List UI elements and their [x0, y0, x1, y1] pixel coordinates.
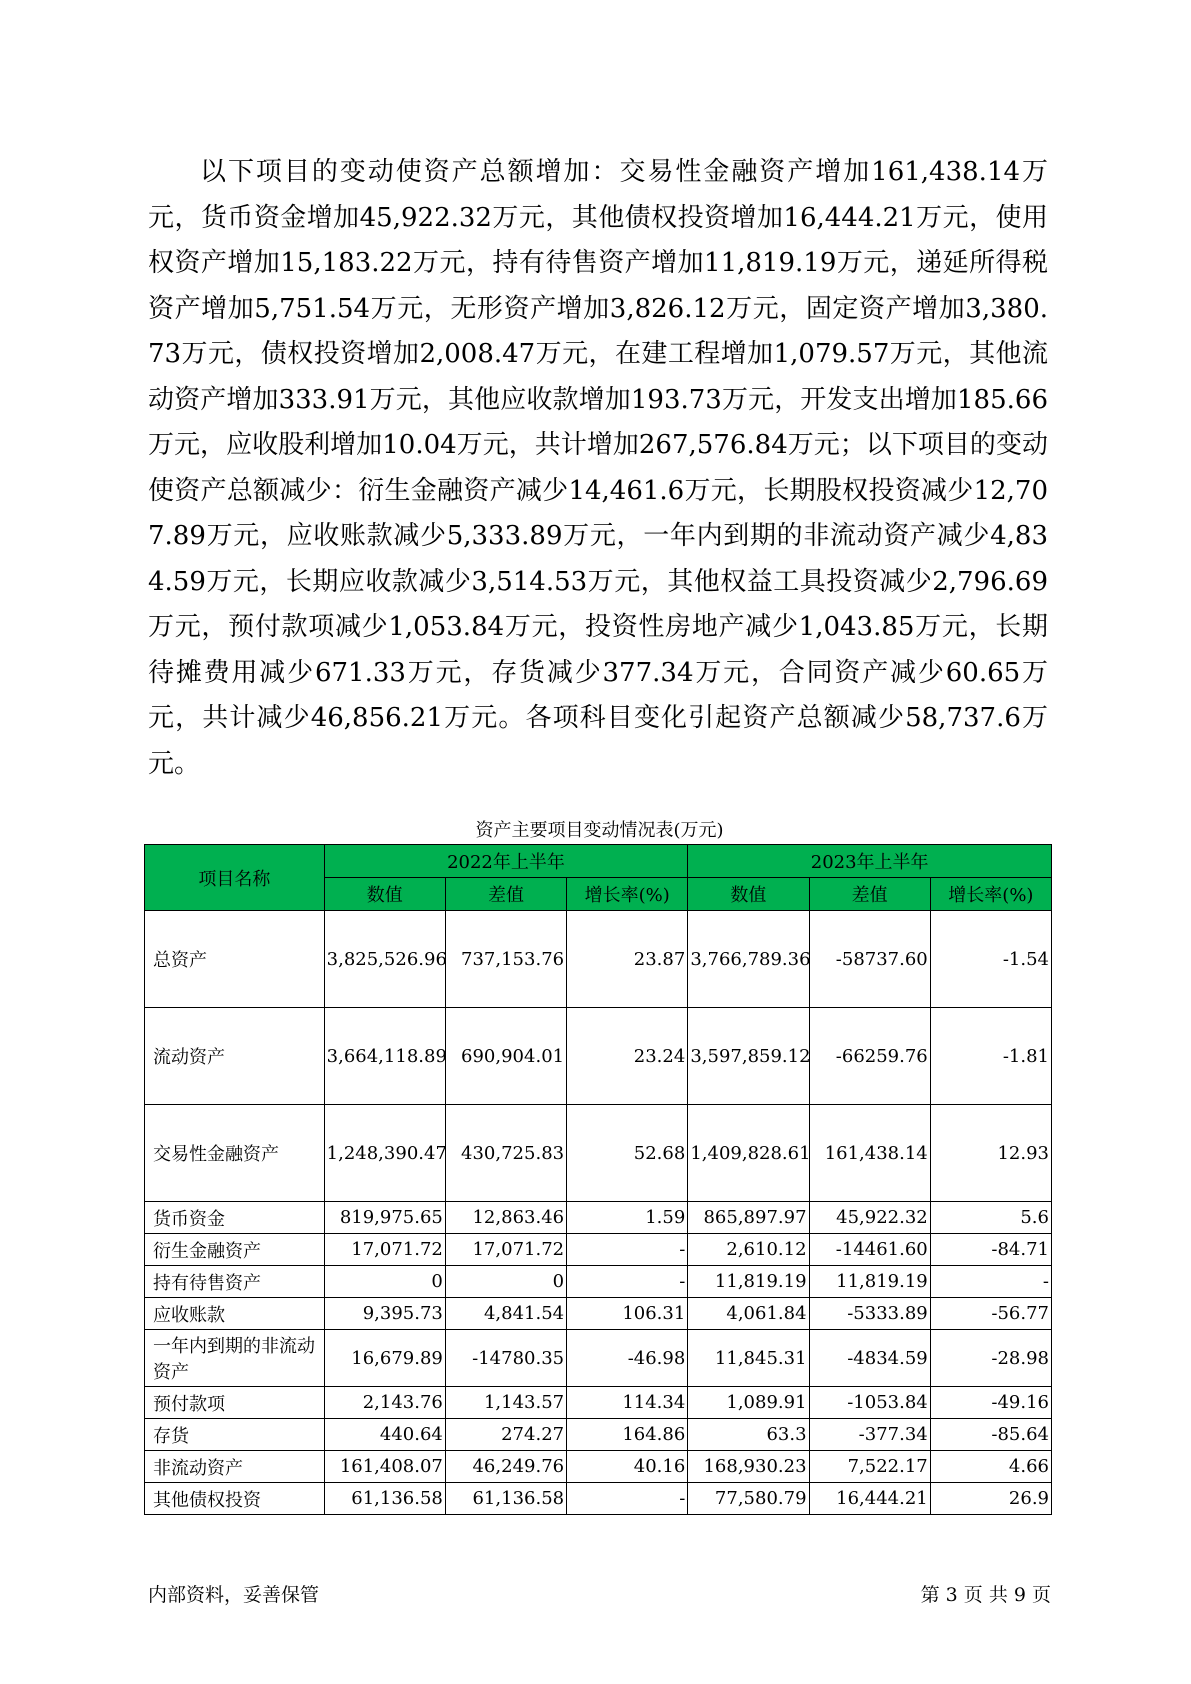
- value-2023: 1,089.91: [688, 1387, 809, 1419]
- value-2023: 3,597,859.12: [688, 1008, 809, 1105]
- growth-2022: -: [567, 1483, 688, 1515]
- value-2022: 440.64: [324, 1419, 445, 1451]
- value-2023: 1,409,828.61: [688, 1105, 809, 1202]
- row-item-name: 非流动资产: [145, 1451, 325, 1483]
- table-row: [145, 1298, 1052, 1330]
- diff-2022: 61,136.58: [445, 1483, 566, 1515]
- value-2022: 3,664,118.89: [324, 1008, 445, 1105]
- diff-2023: 11,819.19: [809, 1266, 930, 1298]
- diff-2023: 161,438.14: [809, 1105, 930, 1202]
- value-2022: 819,975.65: [324, 1202, 445, 1234]
- diff-2023: -5333.89: [809, 1298, 930, 1330]
- value-2023: 3,766,789.36: [688, 911, 809, 1008]
- value-2022: 17,071.72: [324, 1234, 445, 1266]
- header-period-2022: 2022年上半年: [324, 845, 688, 878]
- value-2022: 2,143.76: [324, 1387, 445, 1419]
- value-2023: 865,897.97: [688, 1202, 809, 1234]
- header-diff-2023: 差值: [809, 878, 930, 911]
- value-2022: 3,825,526.96: [324, 911, 445, 1008]
- table-row: [145, 1483, 1052, 1515]
- growth-2022: 106.31: [567, 1298, 688, 1330]
- table-body: [145, 911, 1052, 1515]
- table-caption: 资产主要项目变动情况表(万元): [475, 820, 724, 841]
- growth-2022: -: [567, 1266, 688, 1298]
- diff-2022: -14780.35: [445, 1330, 566, 1387]
- table-row: [145, 1387, 1052, 1419]
- header-growth-2022: 增长率(%): [567, 878, 688, 911]
- growth-2023: 4.66: [930, 1451, 1051, 1483]
- row-item-name: 存货: [145, 1419, 325, 1451]
- body-paragraph: 以下项目的变动使资产总额增加：交易性金融资产增加161,438.14万元，货币资金增加45,922.32万元，其他债权投资增加16,444.21万元，使用权资产增加15,183.22万元，持有待售资产增加11,819.19万元，递延所得税资产增加5,751.54万元，无形资产增加3,826.12万元，固定资产增加3,380.73万元，债权投资增加2,008.47万元，在建工程增加1,079.57万元，其他流动资产增加333.91万元，其他应收款增加193.73万元，开发支出增加185.66万元，应收股利增加10.04万元，共计增加267,576.84万元；以下项目的变动使资产总额减少：衍生金融资产减少14,461.6万元，长期股权投资减少12,707.89万元，应收账款减少5,333.89万元，一年内到期的非流动资产减少4,834.59万元，长期应收款减少3,514.53万元，其他权益工具投资减少2,796.69万元，预付款项减少1,053.84万元，投资性房地产减少1,043.85万元，长期待摊费用减少671.33万元，存货减少377.34万元，合同资产减少60.65万元，共计减少46,856.21万元。各项科目变化引起资产总额减少58,737.6万元。: [148, 157, 1048, 779]
- growth-2023: -85.64: [930, 1419, 1051, 1451]
- header-diff-2022: 差值: [445, 878, 566, 911]
- row-item-name: 其他债权投资: [145, 1483, 325, 1515]
- diff-2023: 7,522.17: [809, 1451, 930, 1483]
- diff-2022: 0: [445, 1266, 566, 1298]
- diff-2022: 12,863.46: [445, 1202, 566, 1234]
- growth-2022: 23.87: [567, 911, 688, 1008]
- footer-page-number: 第 3 页 共 9 页: [920, 1584, 1051, 1606]
- growth-2022: 114.34: [567, 1387, 688, 1419]
- value-2023: 11,845.31: [688, 1330, 809, 1387]
- diff-2022: 1,143.57: [445, 1387, 566, 1419]
- value-2023: 4,061.84: [688, 1298, 809, 1330]
- value-2023: 63.3: [688, 1419, 809, 1451]
- diff-2022: 737,153.76: [445, 911, 566, 1008]
- diff-2023: -4834.59: [809, 1330, 930, 1387]
- row-item-name: 流动资产: [145, 1008, 325, 1105]
- table-row: [145, 1008, 1052, 1105]
- value-2023: 11,819.19: [688, 1266, 809, 1298]
- row-item-name: 持有待售资产: [145, 1266, 325, 1298]
- growth-2023: 12.93: [930, 1105, 1051, 1202]
- diff-2023: -66259.76: [809, 1008, 930, 1105]
- diff-2023: 16,444.21: [809, 1483, 930, 1515]
- growth-2022: 23.24: [567, 1008, 688, 1105]
- value-2022: 61,136.58: [324, 1483, 445, 1515]
- table-row: [145, 1202, 1052, 1234]
- body-paragraph-block: [148, 150, 1048, 787]
- diff-2022: 17,071.72: [445, 1234, 566, 1266]
- table-row: [145, 1451, 1052, 1483]
- growth-2023: 26.9: [930, 1483, 1051, 1515]
- growth-2023: -1.81: [930, 1008, 1051, 1105]
- diff-2022: 430,725.83: [445, 1105, 566, 1202]
- growth-2023: 5.6: [930, 1202, 1051, 1234]
- table-row: [145, 1419, 1052, 1451]
- diff-2022: 690,904.01: [445, 1008, 566, 1105]
- header-value-2023: 数值: [688, 878, 809, 911]
- growth-2022: 52.68: [567, 1105, 688, 1202]
- growth-2023: -1.54: [930, 911, 1051, 1008]
- growth-2023: -: [930, 1266, 1051, 1298]
- header-growth-2023: 增长率(%): [930, 878, 1051, 911]
- growth-2022: -: [567, 1234, 688, 1266]
- row-item-name: 应收账款: [145, 1298, 325, 1330]
- row-item-name: 交易性金融资产: [145, 1105, 325, 1202]
- value-2022: 161,408.07: [324, 1451, 445, 1483]
- growth-2022: 164.86: [567, 1419, 688, 1451]
- header-value-2022: 数值: [324, 878, 445, 911]
- value-2023: 77,580.79: [688, 1483, 809, 1515]
- table-row: [145, 911, 1052, 1008]
- growth-2022: 1.59: [567, 1202, 688, 1234]
- table-row: [145, 1330, 1052, 1387]
- value-2022: 16,679.89: [324, 1330, 445, 1387]
- header-item-name: 项目名称: [145, 845, 325, 911]
- diff-2022: 274.27: [445, 1419, 566, 1451]
- row-item-name: 预付款项: [145, 1387, 325, 1419]
- diff-2023: 45,922.32: [809, 1202, 930, 1234]
- table-row: [145, 1234, 1052, 1266]
- growth-2023: -84.71: [930, 1234, 1051, 1266]
- table-row: [145, 1105, 1052, 1202]
- header-period-2023: 2023年上半年: [688, 845, 1052, 878]
- row-item-name: 衍生金融资产: [145, 1234, 325, 1266]
- row-item-name: 货币资金: [145, 1202, 325, 1234]
- row-item-name: 一年内到期的非流动资产: [145, 1330, 325, 1387]
- growth-2023: -56.77: [930, 1298, 1051, 1330]
- value-2022: 9,395.73: [324, 1298, 445, 1330]
- growth-2022: 40.16: [567, 1451, 688, 1483]
- diff-2022: 46,249.76: [445, 1451, 566, 1483]
- growth-2022: -46.98: [567, 1330, 688, 1387]
- asset-change-table: [144, 844, 1052, 1515]
- diff-2023: -1053.84: [809, 1387, 930, 1419]
- diff-2022: 4,841.54: [445, 1298, 566, 1330]
- growth-2023: -49.16: [930, 1387, 1051, 1419]
- diff-2023: -58737.60: [809, 911, 930, 1008]
- table-row: [145, 1266, 1052, 1298]
- diff-2023: -14461.60: [809, 1234, 930, 1266]
- row-item-name: 总资产: [145, 911, 325, 1008]
- footer-confidential-note: 内部资料，妥善保管: [148, 1584, 320, 1606]
- diff-2023: -377.34: [809, 1419, 930, 1451]
- value-2023: 2,610.12: [688, 1234, 809, 1266]
- value-2022: 1,248,390.47: [324, 1105, 445, 1202]
- value-2023: 168,930.23: [688, 1451, 809, 1483]
- growth-2023: -28.98: [930, 1330, 1051, 1387]
- value-2022: 0: [324, 1266, 445, 1298]
